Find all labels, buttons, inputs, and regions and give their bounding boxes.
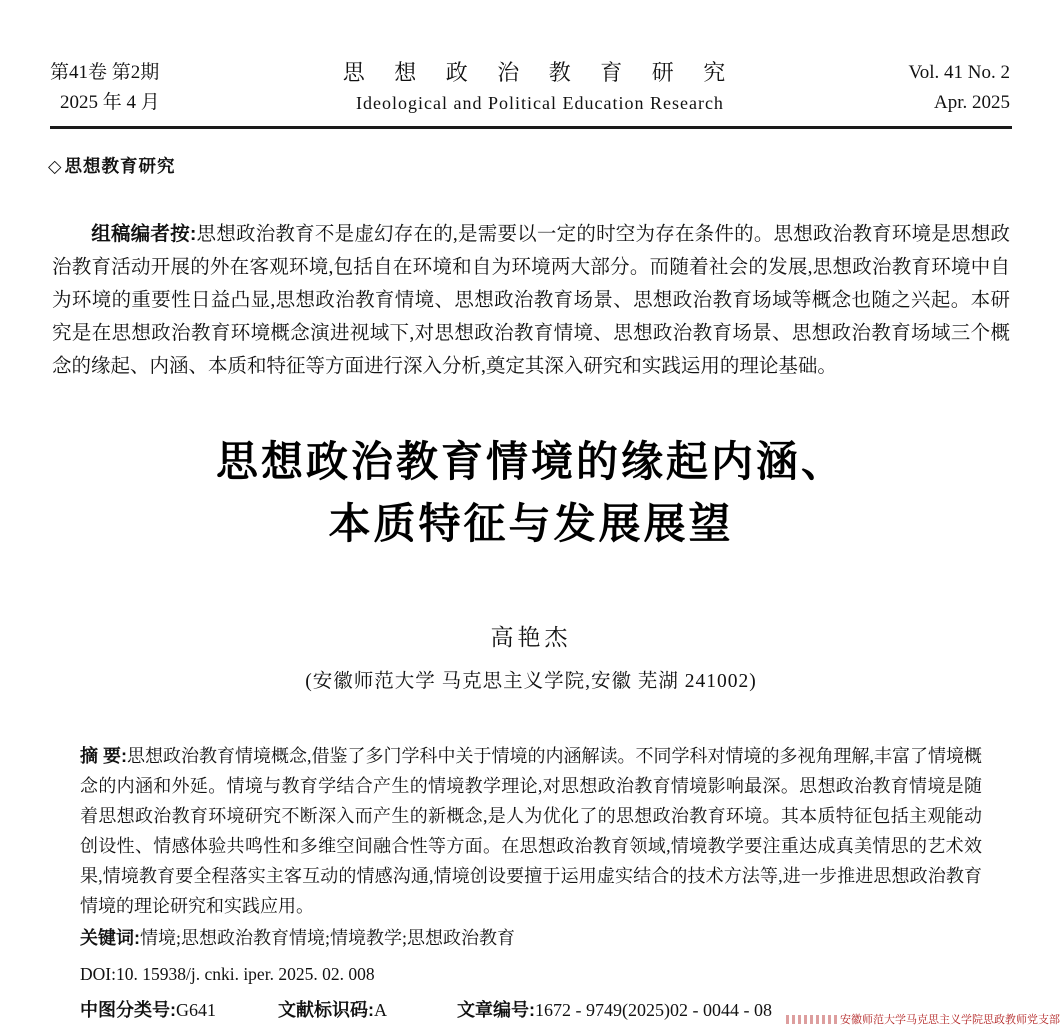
watermark [786,1011,1060,1027]
doi-value: 10. 15938/j. cnki. iper. 2025. 02. 008 [115,964,375,984]
clc-group [80,995,216,1025]
volume-issue-en: Vol. 41 No. 2 [908,62,1010,83]
abstract [80,741,982,921]
header-rule [50,126,1012,129]
article-id-group [457,995,772,1025]
keywords-label: 关键词: [80,928,140,948]
doc-code-value: A [374,1000,387,1020]
volume-issue-cn: 第41卷 第2期 [50,62,160,83]
article-title-line2: 本质特征与发展展望 [328,500,734,547]
editor-note-label: 组稿编者按: [91,223,197,245]
header-right [860,58,1010,118]
diamond-icon: ◇ [48,156,63,176]
section-label-text: 思想教育研究 [64,156,176,176]
header-center [220,58,860,118]
keywords [80,923,982,953]
doc-code-label: 文献标识码: [278,1000,374,1020]
keywords-text: 情境;思想政治教育情境;情境教学;思想政治教育 [140,928,516,948]
date-cn: 2025 年 4 月 [60,92,160,113]
author-affiliation: (安徽师范大学 马克思主义学院,安徽 芜湖 241002) [305,671,757,692]
article-id-label: 文章编号: [457,1000,535,1020]
watermark-text: 安徽师范大学马克思主义学院思政教师党支部 [840,1014,1060,1026]
editor-note-text: 思想政治教育不是虚幻存在的,是需要以一定的时空为存在条件的。思想政治教育环境是思想政治教育活动开展的外在客观环境,包括自在环境和自为环境两大部分。而随着社会的发展,思想政治教育环境中自为环境的重要性日益凸显,思想政治教育情境、思想政治教育场景、思想政治教育场域等概念也随之兴起。本研究是在思想政治教育环境概念演进视域下,对思想政治教育情境、思想政治教育场景、思想政治教育场域三个概念的缘起、内涵、本质和特征等方面进行深入分析,奠定其深入研究和实践运用的理论基础。 [52,224,1010,377]
clc-value: G641 [176,1000,216,1020]
journal-title-cn: 思 想 政 治 教 育 研 究 [342,60,738,85]
article-id-value: 1672 - 9749(2025)02 - 0044 - 08 [535,1000,772,1020]
author-name: 高艳杰 [490,625,572,650]
editor-note [52,218,1010,383]
article-title-line1: 思想政治教育情境的缘起内涵、 [215,438,846,485]
journal-title-en: Ideological and Political Education Research [356,93,724,113]
header-left [50,58,220,118]
doc-code-group [278,995,387,1025]
journal-header [0,0,1062,118]
clc-label: 中图分类号: [80,1000,176,1020]
doi-label: DOI: [80,964,116,984]
doi-line [80,959,982,989]
article-title [0,431,1062,555]
watermark-seal-icon [786,1015,838,1024]
date-en: Apr. 2025 [934,92,1010,113]
article-meta-block [80,741,982,1025]
abstract-text: 思想政治教育情境概念,借鉴了多门学科中关于情境的内涵解读。不同学科对情境的多视角理解,丰富了情境概念的内涵和外延。情境与教育学结合产生的情境教学理论,对思想政治教育情境影响最深。思想政治教育情境是随着思想政治教育环境研究不断深入而产生的新概念,是人为优化了的思想政治教育环境。其本质特征包括主观能动创设性、情感体验共鸣性和多维空间融合性等方面。在思想政治教育领域,情境教学要注重达成真美情思的艺术效果,情境教育要全程落实主客互动的情感沟通,情境创设要擅于运用虚实结合的技术方法等,进一步推进思想政治教育情境的理论研究和实践应用。 [80,746,982,916]
section-label [48,153,1062,178]
abstract-label: 摘 要: [80,746,127,766]
